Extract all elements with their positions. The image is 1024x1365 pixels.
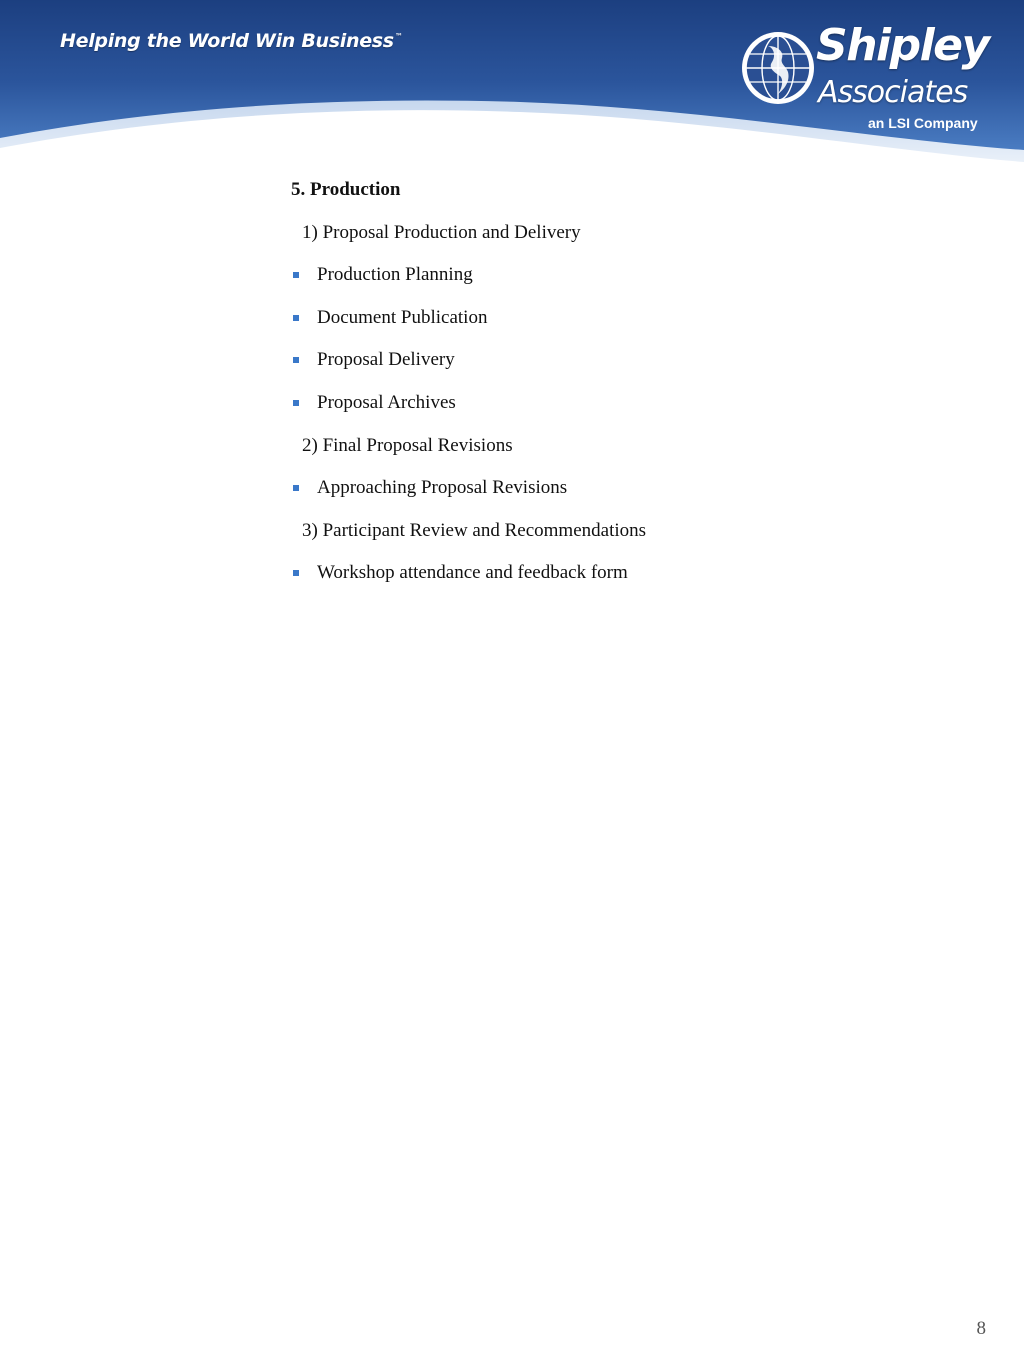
square-bullet-icon: [293, 570, 299, 576]
bullet-text: Workshop attendance and feedback form: [317, 562, 628, 584]
logo-subtitle: Associates: [818, 75, 968, 110]
bullet-item: [291, 304, 891, 347]
logo-company: an LSI Company: [868, 115, 978, 131]
company-logo: [738, 20, 998, 136]
bullet-item: [291, 261, 891, 304]
subheading-text: 3) Participant Review and Recommendations: [302, 519, 647, 541]
subheading-text: 2) Final Proposal Revisions: [302, 434, 513, 456]
bullet-text: Document Publication: [317, 306, 488, 328]
tagline-text: Helping the World Win Business: [60, 30, 394, 52]
document-content: [291, 176, 891, 602]
subheading-item: [291, 219, 891, 262]
subheading-item: [291, 517, 891, 560]
bullet-item: [291, 346, 891, 389]
subheading-text: 1) Proposal Production and Delivery: [302, 221, 581, 243]
square-bullet-icon: [293, 357, 299, 363]
square-bullet-icon: [293, 272, 299, 278]
bullet-text: Production Planning: [317, 264, 473, 286]
section-title: 5. Production: [291, 179, 401, 200]
bullet-text: Proposal Archives: [317, 391, 456, 413]
subheading-item: [291, 432, 891, 475]
bullet-text: Proposal Delivery: [317, 349, 455, 371]
bullet-text: Approaching Proposal Revisions: [317, 477, 568, 499]
square-bullet-icon: [293, 315, 299, 321]
page-number: 8: [976, 1318, 986, 1339]
tagline: [60, 30, 403, 52]
globe-icon: [738, 28, 818, 108]
bullet-item: [291, 389, 891, 432]
square-bullet-icon: [293, 400, 299, 406]
trademark-mark: ™: [394, 32, 403, 41]
bullet-item: [291, 559, 891, 602]
bullet-item: [291, 474, 891, 517]
square-bullet-icon: [293, 485, 299, 491]
outline-list: [291, 219, 891, 602]
logo-name: Shipley: [816, 20, 989, 71]
